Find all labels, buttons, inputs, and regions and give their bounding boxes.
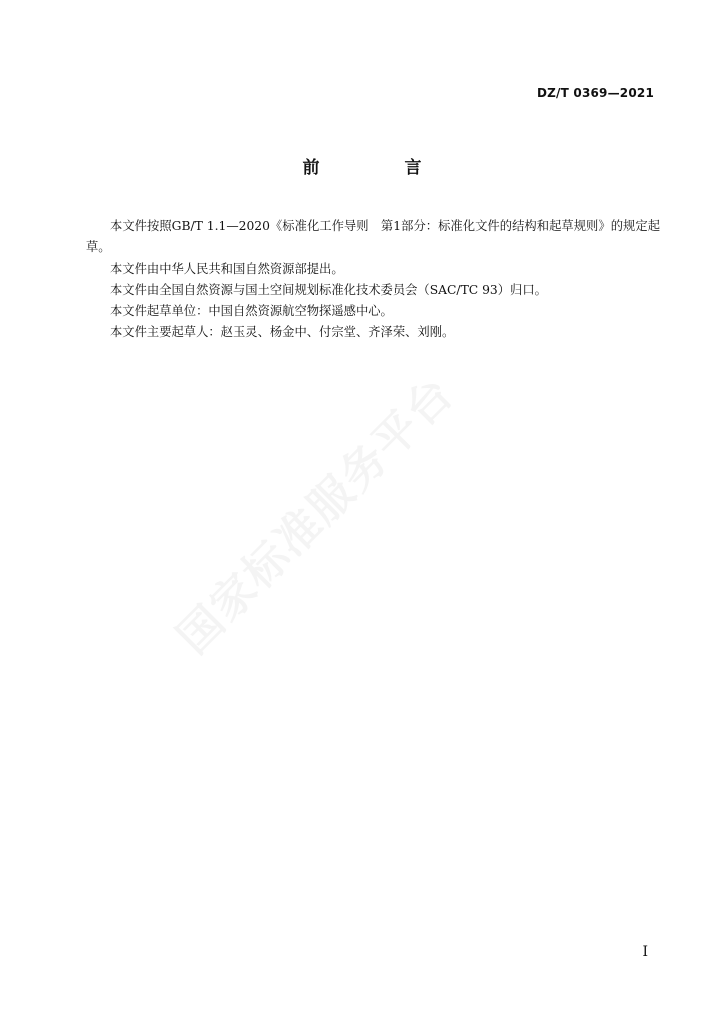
paragraph-drafting-basis: 本文件按照GB/T 1.1—2020《标准化工作导则 第1部分：标准化文件的结构和起草规则》的规定起草。 (86, 219, 660, 255)
standard-code: DZ/T 0369—2021 (536, 86, 654, 100)
foreword-body (86, 216, 660, 344)
watermark (160, 360, 465, 665)
paragraph-drafting-unit: 本文件起草单位：中国自然资源航空物探遥感中心。 (110, 304, 393, 319)
paragraph-technical-committee: 本文件由全国自然资源与国土空间规划标准化技术委员会（SAC/TC 93）归口。 (110, 282, 547, 297)
page-number: I (642, 944, 648, 960)
paragraph-proposer: 本文件由中华人民共和国自然资源部提出。 (110, 261, 344, 276)
page-title: 前 言 (302, 158, 456, 178)
paragraph-drafters: 本文件主要起草人：赵玉灵、杨金中、付宗堂、齐泽荣、刘刚。 (110, 325, 455, 340)
